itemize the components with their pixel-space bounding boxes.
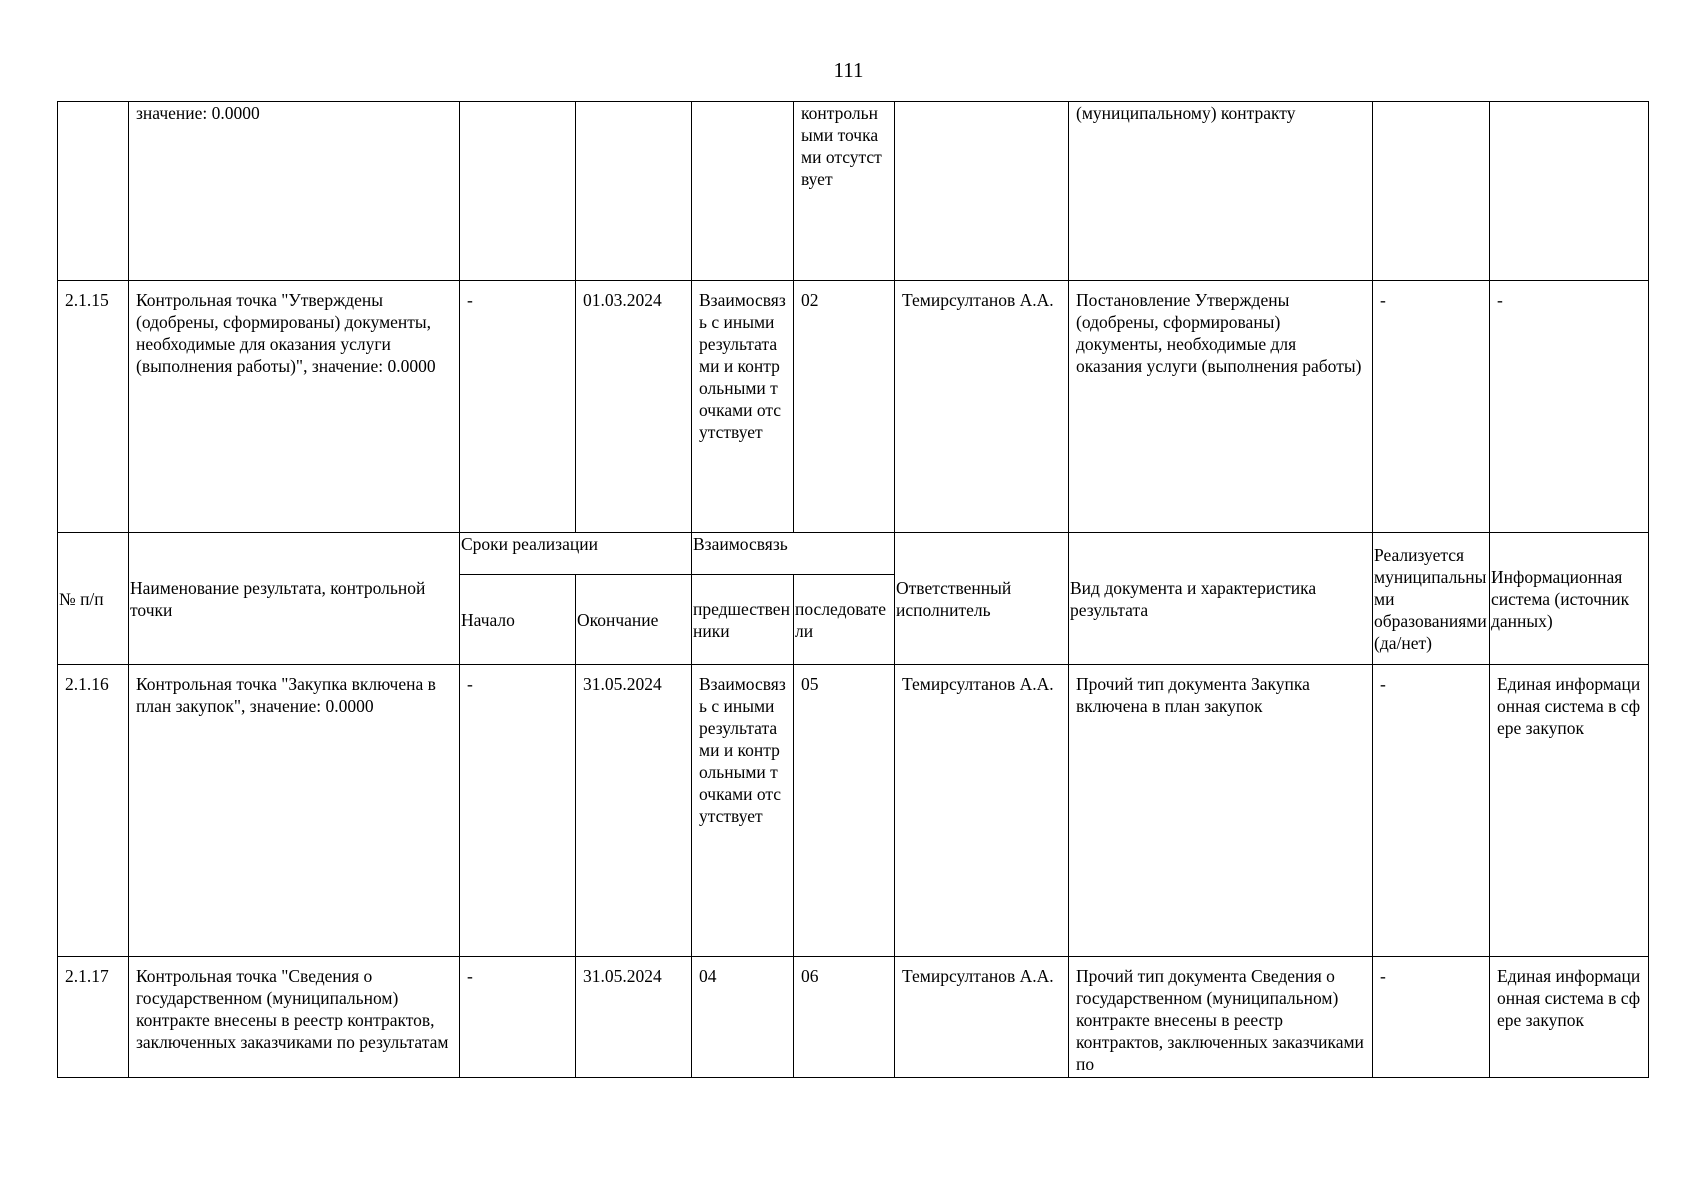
- row-successors: 02: [794, 281, 895, 533]
- header-relation: Взаимосвязь: [692, 533, 895, 575]
- row-name: Контрольная точка "Утверждены (одобрены, сформированы) документы, необходимые для оказания услуги (выполнения работы)", значение: 0.0000: [129, 281, 460, 533]
- header-info-system: Информационная система (источник данных): [1490, 533, 1649, 665]
- row-responsible: Темирсултанов А.А.: [895, 281, 1069, 533]
- row-municipal: -: [1373, 957, 1490, 1078]
- row-num: [58, 102, 129, 281]
- row-info-system: Единая информационная система в сфере закупок: [1490, 957, 1649, 1078]
- header-predecessors: предшественники: [692, 575, 794, 665]
- row-start: [460, 102, 576, 281]
- row-responsible: Темирсултанов А.А.: [895, 665, 1069, 957]
- header-doc-type: Вид документа и характеристика результата: [1069, 533, 1373, 665]
- header-municipal: Реализуется муниципальными образованиями (да/нет): [1373, 533, 1490, 665]
- table-row: [58, 102, 1649, 281]
- row-num: 2.1.15: [58, 281, 129, 533]
- row-info-system: [1490, 102, 1649, 281]
- row-municipal: [1373, 102, 1490, 281]
- row-end: 31.05.2024: [576, 957, 692, 1078]
- row-start: -: [460, 665, 576, 957]
- row-num: 2.1.16: [58, 665, 129, 957]
- row-predecessors: Взаимосвязь с иными результатами и контрольными точками отсутствует: [692, 281, 794, 533]
- header-name: Наименование результата, контрольной точки: [129, 533, 460, 665]
- row-responsible: Темирсултанов А.А.: [895, 957, 1069, 1078]
- table-header-row: [58, 533, 1649, 575]
- row-end: [576, 102, 692, 281]
- table-row: [58, 957, 1649, 1078]
- table-row: [58, 665, 1649, 957]
- row-successors: 06: [794, 957, 895, 1078]
- header-terms: Сроки реализации: [460, 533, 692, 575]
- row-doc-type: Прочий тип документа Закупка включена в план закупок: [1069, 665, 1373, 957]
- row-end: 31.05.2024: [576, 665, 692, 957]
- row-municipal: -: [1373, 281, 1490, 533]
- table-row: [58, 281, 1649, 533]
- row-name: Контрольная точка "Сведения о государственном (муниципальном) контракте внесены в реестр контрактов, заключенных заказчиками по результатам: [129, 957, 460, 1078]
- header-start: Начало: [460, 575, 576, 665]
- row-successors: контрольными точками отсутствует: [794, 102, 895, 281]
- row-doc-type: Прочий тип документа Сведения о государственном (муниципальном) контракте внесены в реестр контрактов, заключенных заказчиками по: [1069, 957, 1373, 1078]
- row-predecessors: 04: [692, 957, 794, 1078]
- row-start: -: [460, 957, 576, 1078]
- row-info-system: Единая информационная система в сфере закупок: [1490, 665, 1649, 957]
- row-municipal: -: [1373, 665, 1490, 957]
- row-num: 2.1.17: [58, 957, 129, 1078]
- results-table: [57, 101, 1649, 1078]
- header-responsible: Ответственный исполнитель: [895, 533, 1069, 665]
- row-successors: 05: [794, 665, 895, 957]
- row-predecessors: Взаимосвязь с иными результатами и контрольными точками отсутствует: [692, 665, 794, 957]
- row-end: 01.03.2024: [576, 281, 692, 533]
- row-name: Контрольная точка "Закупка включена в план закупок", значение: 0.0000: [129, 665, 460, 957]
- row-name: значение: 0.0000: [129, 102, 460, 281]
- header-num: № п/п: [58, 533, 129, 665]
- row-doc-type: (муниципальному) контракту: [1069, 102, 1373, 281]
- header-successors: последователи: [794, 575, 895, 665]
- row-doc-type: Постановление Утверждены (одобрены, сформированы) документы, необходимые для оказания услуги (выполнения работы): [1069, 281, 1373, 533]
- row-predecessors: [692, 102, 794, 281]
- row-responsible: [895, 102, 1069, 281]
- row-info-system: -: [1490, 281, 1649, 533]
- row-start: -: [460, 281, 576, 533]
- header-end: Окончание: [576, 575, 692, 665]
- page-number: 111: [833, 58, 864, 82]
